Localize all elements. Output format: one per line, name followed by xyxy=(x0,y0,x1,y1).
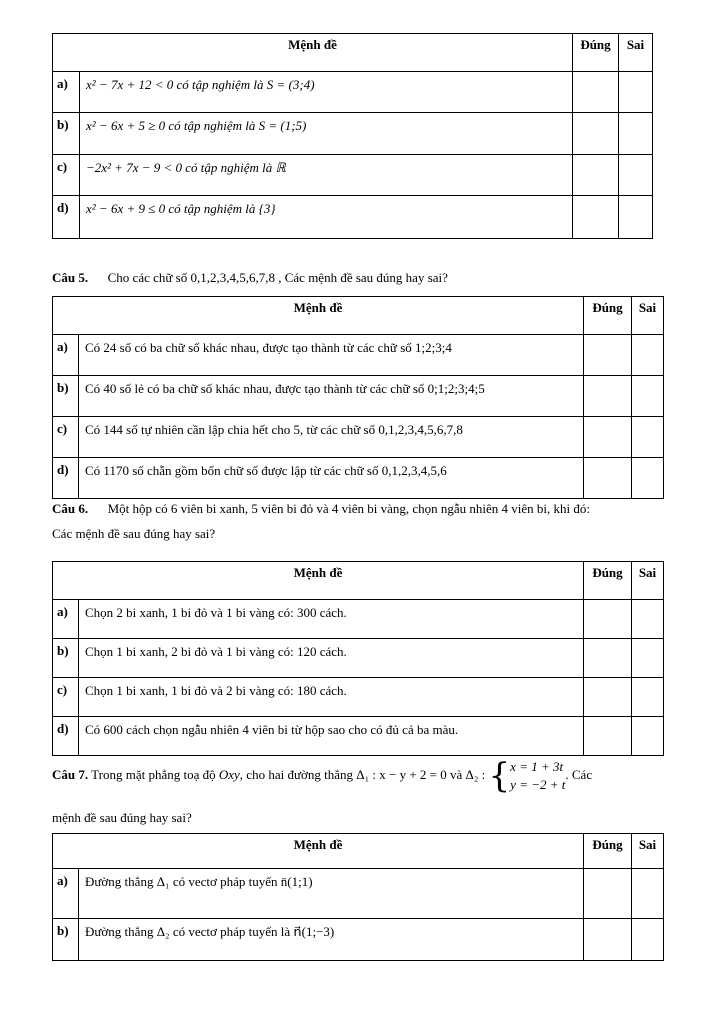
row-label: b) xyxy=(53,113,80,155)
row-label: b) xyxy=(53,639,79,678)
row-label: d) xyxy=(53,717,79,756)
question-text: Trong mặt phẳng toạ độ xyxy=(91,766,216,782)
row-label: b) xyxy=(53,376,79,417)
true-cell[interactable] xyxy=(584,678,632,717)
system-line-1: x = 1 + 3t xyxy=(510,759,564,774)
question-6-table xyxy=(52,561,664,756)
false-cell[interactable] xyxy=(632,678,664,717)
coordinate-system: Oxy xyxy=(218,766,240,782)
row-statement: x² − 6x + 9 ≤ 0 có tập nghiệm là {3} xyxy=(80,196,573,239)
question-text-lines: , cho hai đường thẳng Δ₁ : x − y + 2 = 0 và Δ₂ : xyxy=(239,766,486,782)
false-cell[interactable] xyxy=(632,417,664,458)
table-row xyxy=(53,376,664,417)
question-5-prompt xyxy=(52,270,448,286)
true-cell[interactable] xyxy=(584,458,632,499)
table-header xyxy=(53,34,653,72)
row-statement: Có 1170 số chẵn gồm bốn chữ số được lập từ các chữ số 0,1,2,3,4,5,6 xyxy=(79,458,584,499)
header-false: Sai xyxy=(632,562,664,600)
header-true: Đúng xyxy=(584,562,632,600)
table-row xyxy=(53,639,664,678)
question-5-table xyxy=(52,296,664,499)
question-6-prompt-line2: Các mệnh đề sau đúng hay sai? xyxy=(52,526,216,541)
table-row xyxy=(53,869,664,919)
row-statement: Có 40 số lẻ có ba chữ số khác nhau, được tạo thành từ các chữ số 0;1;2;3;4;5 xyxy=(79,376,584,417)
true-cell[interactable] xyxy=(584,335,632,376)
table-row xyxy=(53,113,653,155)
row-label: c) xyxy=(53,417,79,458)
row-statement: Đường thẳng Δ₁ có vectơ pháp tuyến n̄(1;1) xyxy=(79,869,584,919)
table-row xyxy=(53,72,653,113)
false-cell[interactable] xyxy=(619,196,653,239)
false-cell[interactable] xyxy=(632,458,664,499)
false-cell[interactable] xyxy=(619,155,653,196)
false-cell[interactable] xyxy=(632,376,664,417)
header-statement: Mệnh đề xyxy=(53,562,584,600)
true-cell[interactable] xyxy=(584,600,632,639)
row-statement: x² − 6x + 5 ≥ 0 có tập nghiệm là S = (1;5) xyxy=(80,113,573,155)
table-row xyxy=(53,196,653,239)
row-label: a) xyxy=(53,72,80,113)
true-cell[interactable] xyxy=(584,919,632,961)
question-4-table xyxy=(52,33,653,239)
false-cell[interactable] xyxy=(632,717,664,756)
question-7-prompt-line2: mệnh đề sau đúng hay sai? xyxy=(52,810,192,825)
table-row xyxy=(53,417,664,458)
header-statement: Mệnh đề xyxy=(53,297,584,335)
true-cell[interactable] xyxy=(584,376,632,417)
header-true: Đúng xyxy=(573,34,619,72)
header-statement: Mệnh đề xyxy=(53,834,584,869)
row-label: c) xyxy=(53,155,80,196)
table-header xyxy=(53,297,664,335)
row-statement: Đường thẳng Δ₂ có vectơ pháp tuyến là n⃗(1;−3) xyxy=(79,919,584,961)
row-label: c) xyxy=(53,678,79,717)
true-cell[interactable] xyxy=(573,113,619,155)
row-label: b) xyxy=(53,919,79,961)
false-cell[interactable] xyxy=(619,113,653,155)
question-6-prompt xyxy=(52,501,590,517)
true-cell[interactable] xyxy=(584,869,632,919)
table-row xyxy=(53,717,664,756)
row-statement: Có 24 số có ba chữ số khác nhau, được tạo thành từ các chữ số 1;2;3;4 xyxy=(79,335,584,376)
table-row xyxy=(53,458,664,499)
question-number: Câu 6. xyxy=(52,501,89,516)
question-7-prompt xyxy=(52,758,592,794)
parametric-system xyxy=(510,758,565,794)
row-label: a) xyxy=(53,335,79,376)
row-statement: −2x² + 7x − 9 < 0 có tập nghiệm là ℝ xyxy=(80,155,573,196)
table-header xyxy=(53,562,664,600)
question-text: Một hộp có 6 viên bi xanh, 5 viên bi đỏ và 4 viên bi vàng, chọn ngẫu nhiên 4 viên bi, khi đó: xyxy=(107,501,590,516)
true-cell[interactable] xyxy=(573,155,619,196)
false-cell[interactable] xyxy=(632,639,664,678)
header-true: Đúng xyxy=(584,297,632,335)
table-row xyxy=(53,600,664,639)
brace-symbol: { xyxy=(488,756,511,796)
true-cell[interactable] xyxy=(573,72,619,113)
row-label: a) xyxy=(53,869,79,919)
question-number: Câu 5. xyxy=(52,270,89,285)
system-line-2: y = −2 + t xyxy=(510,777,566,792)
false-cell[interactable] xyxy=(632,335,664,376)
question-text: Cho các chữ số 0,1,2,3,4,5,6,7,8 , Các mệnh đề sau đúng hay sai? xyxy=(107,270,448,285)
row-statement: Chọn 1 bi xanh, 2 bi đỏ và 1 bi vàng có: 120 cách. xyxy=(79,639,584,678)
row-statement: Chọn 1 bi xanh, 1 bi đỏ và 2 bi vàng có: 180 cách. xyxy=(79,678,584,717)
row-statement: Có 144 số tự nhiên cần lập chia hết cho 5, từ các chữ số 0,1,2,3,4,5,6,7,8 xyxy=(79,417,584,458)
true-cell[interactable] xyxy=(584,417,632,458)
row-label: d) xyxy=(53,196,80,239)
table-row xyxy=(53,919,664,961)
header-false: Sai xyxy=(632,297,664,335)
false-cell[interactable] xyxy=(632,919,664,961)
row-label: a) xyxy=(53,600,79,639)
row-label: d) xyxy=(53,458,79,499)
true-cell[interactable] xyxy=(584,639,632,678)
false-cell[interactable] xyxy=(619,72,653,113)
question-number: Câu 7. xyxy=(52,766,89,782)
header-false: Sai xyxy=(632,834,664,869)
header-true: Đúng xyxy=(584,834,632,869)
true-cell[interactable] xyxy=(584,717,632,756)
table-row xyxy=(53,678,664,717)
row-statement: x² − 7x + 12 < 0 có tập nghiệm là S = (3;4) xyxy=(80,72,573,113)
header-statement: Mệnh đề xyxy=(53,34,573,72)
table-header xyxy=(53,834,664,869)
false-cell[interactable] xyxy=(632,869,664,919)
table-row xyxy=(53,335,664,376)
false-cell[interactable] xyxy=(632,600,664,639)
true-cell[interactable] xyxy=(573,196,619,239)
question-text-end: . Các xyxy=(565,766,593,782)
row-statement: Chọn 2 bi xanh, 1 bi đỏ và 1 bi vàng có: 300 cách. xyxy=(79,600,584,639)
row-statement: Có 600 cách chọn ngẫu nhiên 4 viên bi từ hộp sao cho có đủ cả ba màu. xyxy=(79,717,584,756)
table-row xyxy=(53,155,653,196)
question-7-table xyxy=(52,833,664,961)
header-false: Sai xyxy=(619,34,653,72)
